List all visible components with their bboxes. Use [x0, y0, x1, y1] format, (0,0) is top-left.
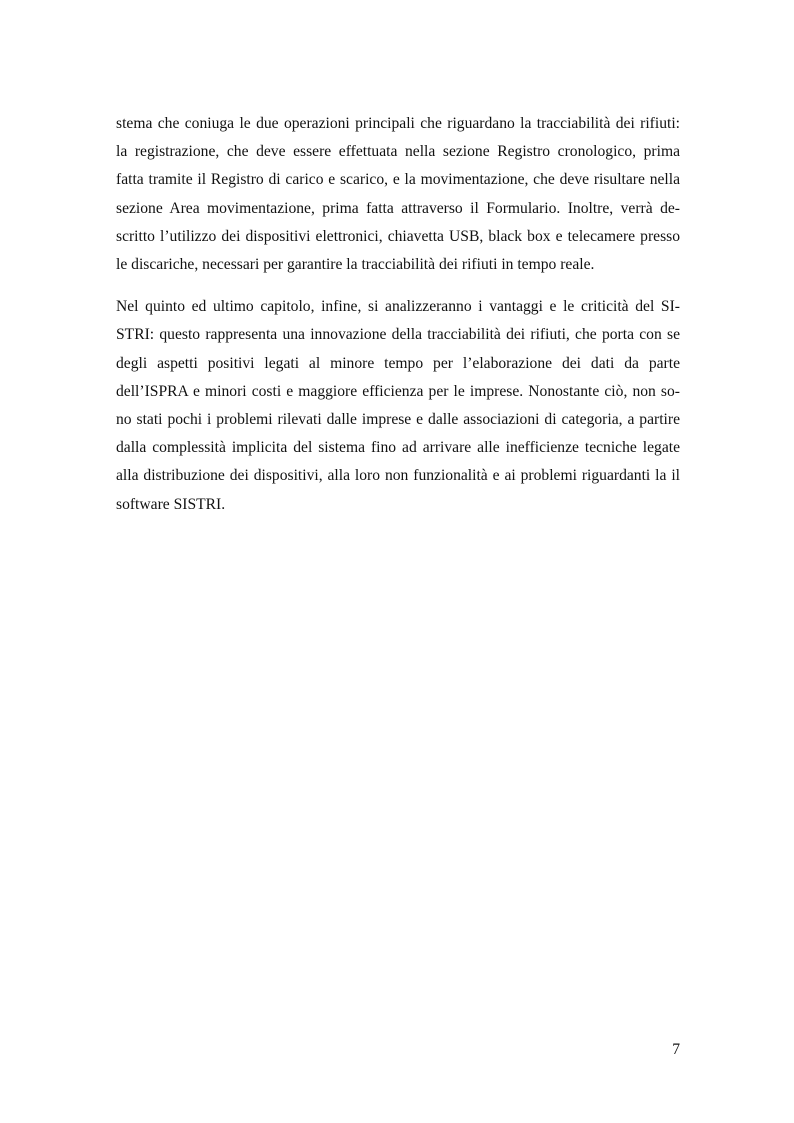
text-line: degli aspetti positivi legati al minore tempo per l’elaborazione dei dati da parte [116, 354, 680, 372]
text-line: Nel quinto ed ultimo capitolo, infine, si analizzeranno i vantaggi e le criticità del SI- [116, 298, 680, 316]
text-line: la registrazione, che deve essere effettuata nella sezione Registro cronologico, prima [116, 143, 680, 161]
text-line: dell’ISPRA e minori costi e maggiore efficienza per le imprese. Nonostante ciò, non so- [116, 382, 680, 400]
text-line: scritto l’utilizzo dei dispositivi elettronici, chiavetta USB, black box e telecamere presso [116, 227, 680, 245]
text-line: no stati pochi i problemi rilevati dalle imprese e dalle associazioni di categoria, a partire [116, 411, 680, 429]
text-line: stema che coniuga le due operazioni principali che riguardano la tracciabilità dei rifiuti: [116, 115, 680, 132]
paragraph-1 [116, 110, 680, 279]
text-line: le discariche, necessari per garantire la tracciabilità dei rifiuti in tempo reale. [116, 256, 595, 274]
body-text [116, 110, 680, 519]
page-number: 7 [672, 1041, 680, 1058]
text-line: dalla complessità implicita del sistema fino ad arrivare alle inefficienze tecniche legate [116, 439, 680, 457]
paragraph-2 [116, 293, 680, 519]
text-line: fatta tramite il Registro di carico e scarico, e la movimentazione, che deve risultare nella [116, 171, 680, 189]
text-line: sezione Area movimentazione, prima fatta attraverso il Formulario. Inoltre, verrà de- [116, 199, 680, 217]
text-line: alla distribuzione dei dispositivi, alla loro non funzionalità e ai problemi riguardanti la il [116, 467, 680, 485]
text-line: software SISTRI. [116, 495, 226, 513]
text-line: STRI: questo rappresenta una innovazione della tracciabilità dei rifiuti, che porta con se [116, 326, 680, 344]
